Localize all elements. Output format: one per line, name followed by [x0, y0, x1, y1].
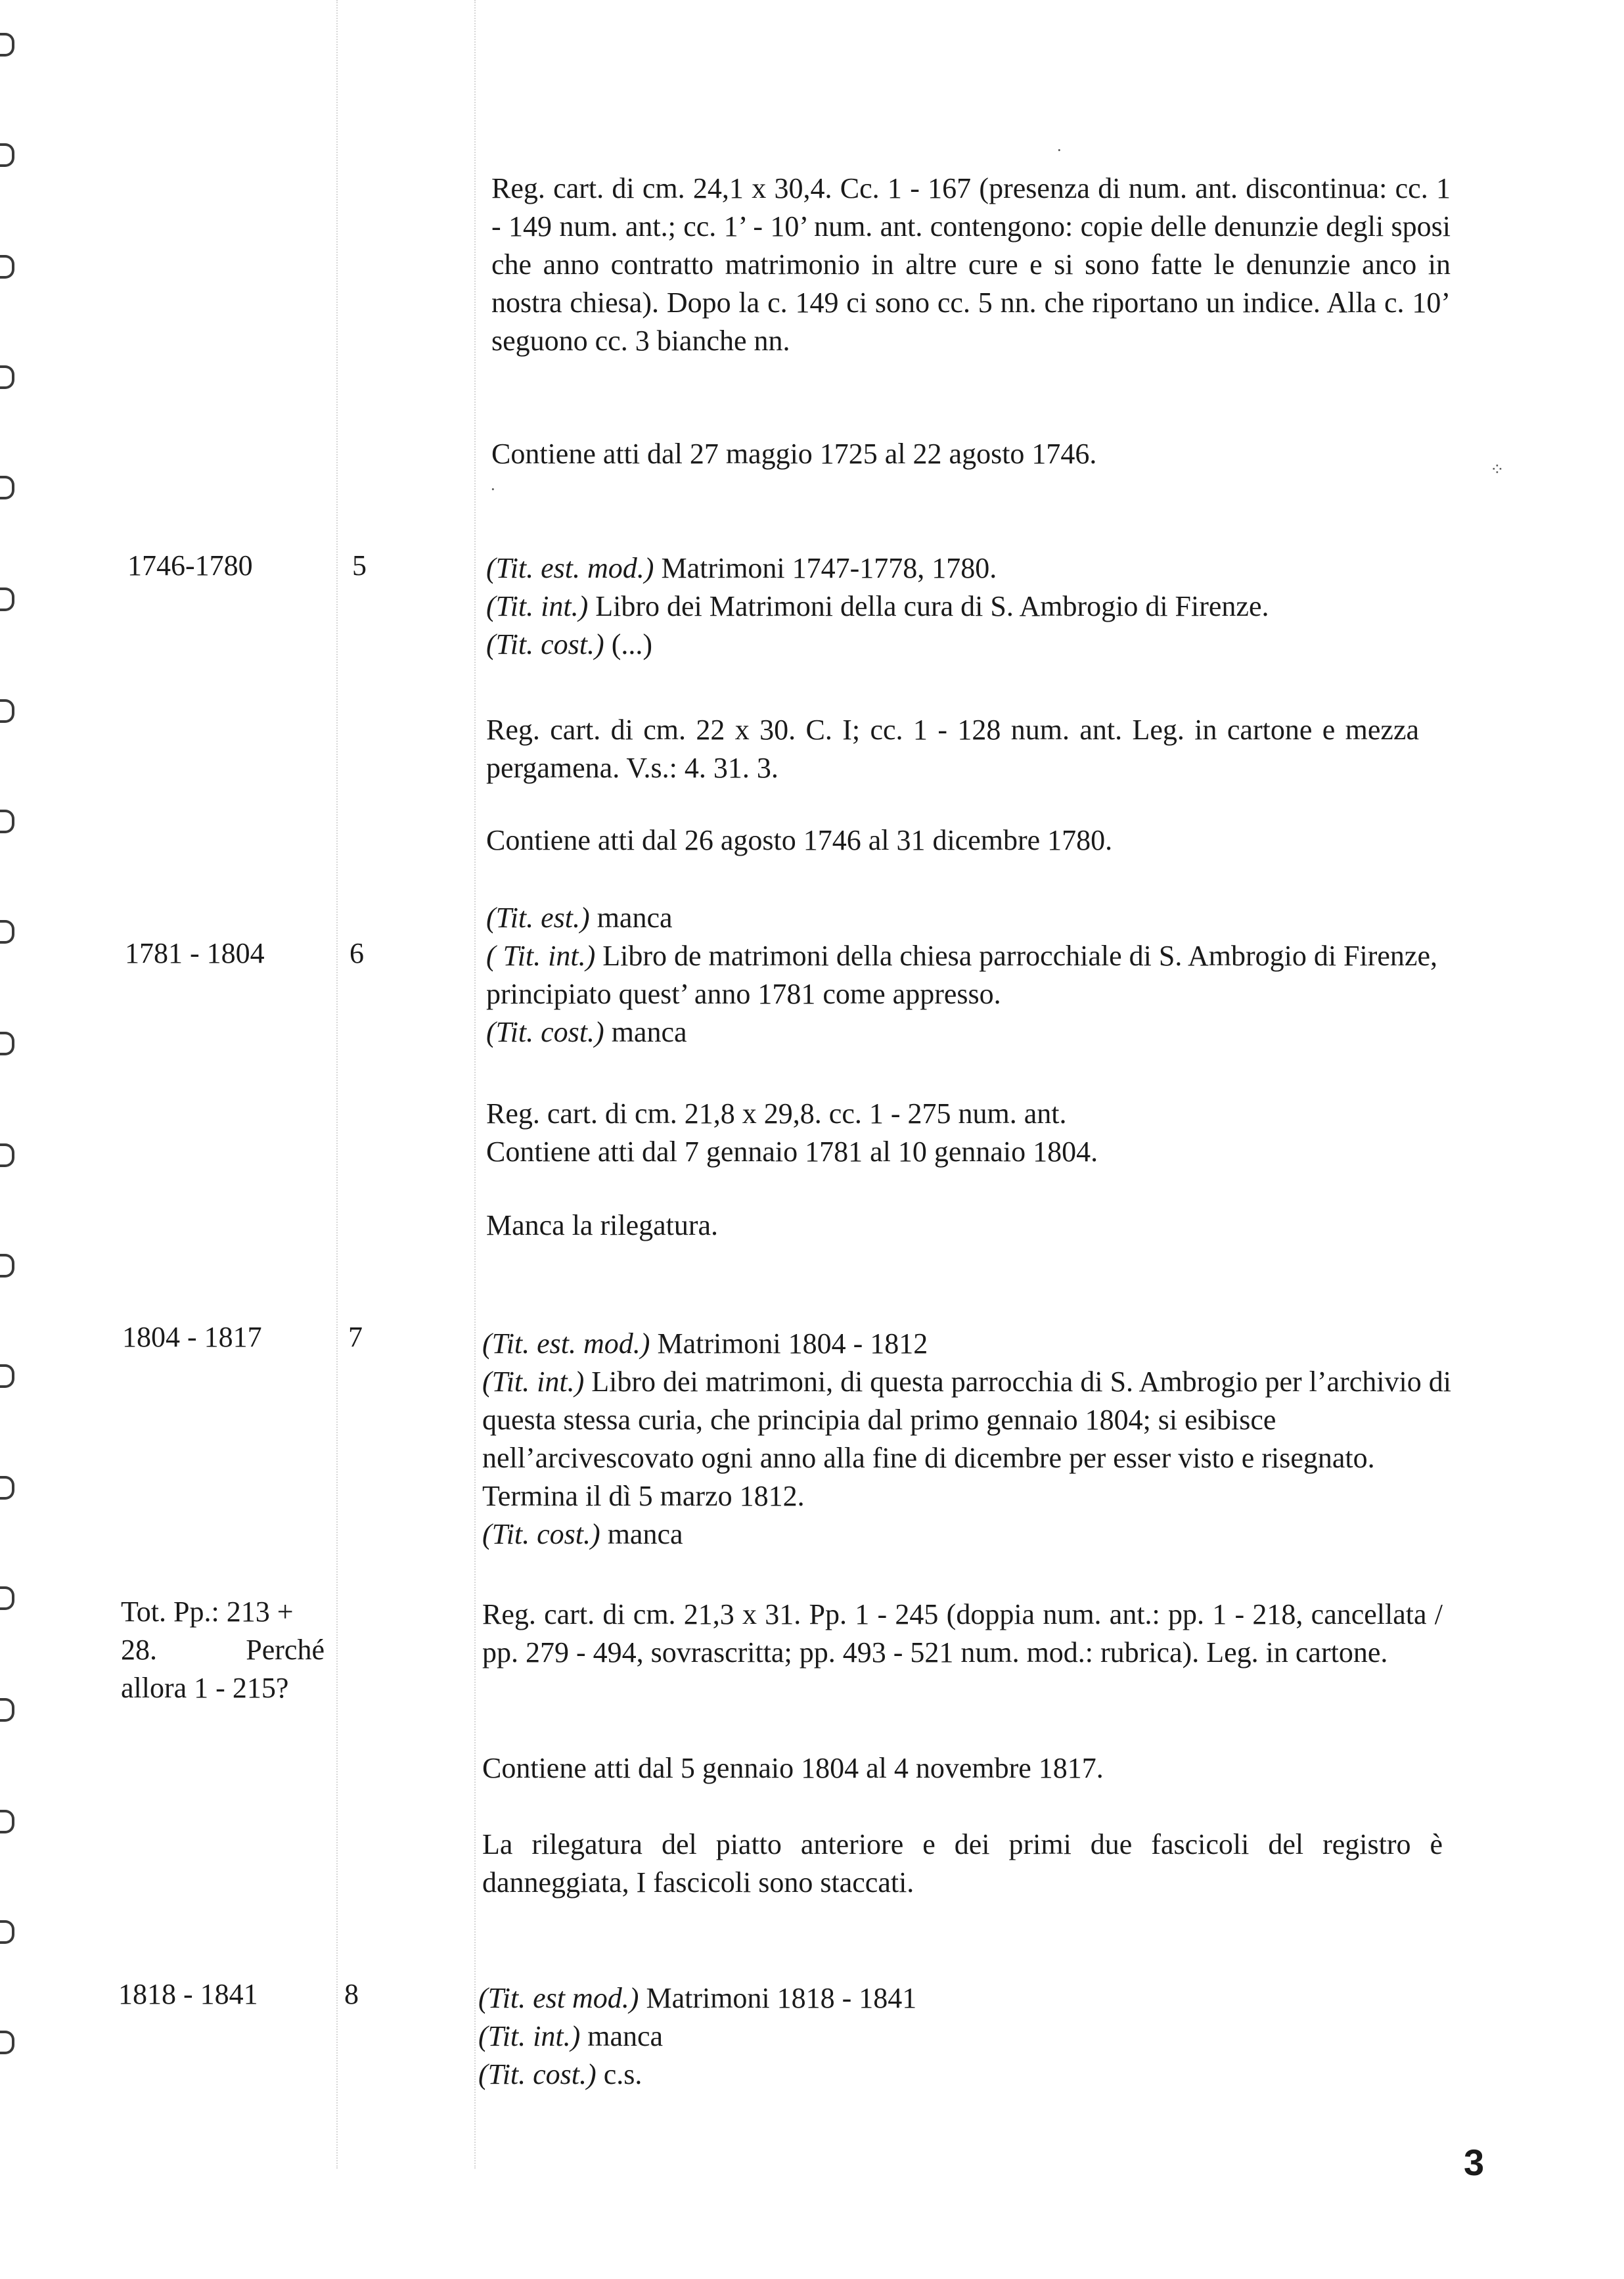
- title-label: (Tit. int.): [478, 2020, 581, 2052]
- title-internal: [486, 937, 1465, 1013]
- entry-contents: Contiene atti dal 26 agosto 1746 al 31 dicembre 1780.: [486, 824, 1113, 856]
- title-label: (Tit. est. mod.): [486, 552, 654, 584]
- title-internal: [486, 587, 1269, 626]
- title-label: (Tit. int.): [482, 1366, 585, 1398]
- margin-note-word: 28.: [121, 1634, 157, 1666]
- title-label: (Tit. cost.): [486, 1016, 604, 1048]
- title-label: (Tit. cost.): [478, 2058, 597, 2090]
- title-text: Matrimoni 1804 - 1812: [650, 1327, 928, 1360]
- entry-number: 8: [344, 1978, 359, 2010]
- entry-number: 6: [350, 937, 364, 969]
- title-label: (Tit. est mod.): [478, 1982, 639, 2014]
- binder-ring: [0, 143, 14, 167]
- title-external: [486, 899, 673, 937]
- title-cover: [482, 1515, 683, 1554]
- binder-ring: [0, 476, 14, 499]
- title-label: (Tit. int.): [486, 590, 589, 622]
- binder-ring: [0, 1810, 14, 1833]
- entry-description: Reg. cart. di cm. 24,1 x 30,4. Cc. 1 - 167 (presenza di num. ant. discontinua: cc. 1 - 149 num. ant.; cc. 1’ - 10’ num. ant. contengono: copie delle denunzie degli sposi che anno contratto matrimonio in altre cure e si sono fatte le denunzie anco in nostra chiesa). Dopo la c. 149 ci sono cc. 5 nn. che riportano un indice. Alla c. 10’ seguono cc. 3 bianche nn.: [491, 172, 1451, 357]
- title-external: [486, 549, 997, 587]
- title-text: manca: [589, 902, 673, 934]
- binder-ring: [0, 1143, 14, 1167]
- entry-years: 1781 - 1804: [125, 937, 265, 969]
- entry-contents: Contiene atti dal 5 gennaio 1804 al 4 novembre 1817.: [482, 1752, 1104, 1784]
- column-rule: [474, 0, 476, 2169]
- title-external: [482, 1325, 928, 1363]
- margin-note-line: allora 1 - 215?: [121, 1672, 289, 1704]
- title-external: [478, 1979, 916, 2017]
- title-text: Matrimoni 1747-1778, 1780.: [654, 552, 997, 584]
- title-label: (Tit. est.): [486, 902, 590, 934]
- title-cover: [486, 626, 652, 664]
- entry-number: 7: [348, 1321, 363, 1353]
- binder-ring: [0, 1920, 14, 1944]
- title-text: manca: [604, 1016, 687, 1048]
- margin-note-line: [121, 1631, 325, 1669]
- binder-ring: [0, 255, 14, 279]
- title-text: Matrimoni 1818 - 1841: [639, 1982, 917, 2014]
- title-text: manca: [600, 1518, 683, 1550]
- entry-years: 1804 - 1817: [122, 1321, 262, 1353]
- margin-note-line: Tot. Pp.: 213 +: [121, 1596, 294, 1628]
- title-cover: [486, 1013, 687, 1051]
- title-label: (Tit. cost.): [486, 628, 604, 660]
- entry-contents: Contiene atti dal 27 maggio 1725 al 22 agosto 1746.: [491, 438, 1097, 470]
- title-cover: [478, 2056, 642, 2094]
- binder-ring: [0, 587, 14, 611]
- scan-speck: ⁘: [1490, 460, 1504, 479]
- margin-note: [121, 1593, 325, 1707]
- entry-remark: Manca la rilegatura.: [486, 1209, 719, 1241]
- binder-ring: [0, 365, 14, 389]
- margin-note-word: Perché: [246, 1634, 325, 1666]
- entry-description: Reg. cart. di cm. 22 x 30. C. I; cc. 1 - 128 num. ant. Leg. in cartone e mezza pergamena. V.s.: 4. 31. 3.: [486, 714, 1419, 784]
- binder-ring: [0, 2031, 14, 2054]
- title-label: (Tit. cost.): [482, 1518, 600, 1550]
- entry-remark: La rilegatura del piatto anteriore e dei primi due fascicoli del registro è danneggiata, I fascicoli sono staccati.: [482, 1828, 1443, 1899]
- title-internal: [482, 1363, 1455, 1515]
- binder-ring: [0, 1032, 14, 1055]
- title-text: Libro dei Matrimoni della cura di S. Ambrogio di Firenze.: [588, 590, 1269, 622]
- binder-ring: [0, 1698, 14, 1722]
- binder-ring: [0, 1586, 14, 1610]
- title-text: Libro dei matrimoni, di questa parrocchia di S. Ambrogio per l’archivio di questa stessa curia, che principia dal primo gennaio 1804; si esibisce nell’arcivescovato ogni anno alla fine di dicembre per esser visto e risegnato. Termina il dì 5 marzo 1812.: [482, 1366, 1451, 1512]
- entry-years: 1746-1780: [127, 549, 253, 582]
- column-rule: [336, 0, 338, 2169]
- binder-ring: [0, 810, 14, 833]
- scan-speck: ·: [490, 480, 496, 499]
- entry-description: Reg. cart. di cm. 21,8 x 29,8. cc. 1 - 275 num. ant.: [486, 1097, 1067, 1130]
- entry-contents: Contiene atti dal 7 gennaio 1781 al 10 gennaio 1804.: [486, 1136, 1098, 1168]
- title-internal: [478, 2017, 663, 2056]
- entry-number: 5: [352, 549, 367, 582]
- binder-ring: [0, 920, 14, 944]
- title-text: c.s.: [596, 2058, 643, 2090]
- binder-ring: [0, 1476, 14, 1500]
- title-text: (...): [604, 628, 652, 660]
- title-text: manca: [580, 2020, 664, 2052]
- entry-years: 1818 - 1841: [118, 1978, 258, 2010]
- title-label: ( Tit. int.): [486, 940, 596, 972]
- entry-description: Reg. cart. di cm. 21,3 x 31. Pp. 1 - 245 (doppia num. ant.: pp. 1 - 218, cancellata / pp. 279 - 494, sovrascritta; pp. 493 - 521 num. mod.: rubrica). Leg. in cartone.: [482, 1598, 1443, 1669]
- binder-ring: [0, 33, 14, 57]
- title-label: (Tit. est. mod.): [482, 1327, 650, 1360]
- page-number: 3: [1464, 2142, 1485, 2183]
- binder-ring: [0, 1254, 14, 1278]
- title-text: Libro de matrimoni della chiesa parrocchiale di S. Ambrogio di Firenze, principiato quest’ anno 1781 come appresso.: [486, 940, 1437, 1010]
- scan-speck: ·: [1056, 141, 1062, 160]
- binder-ring: [0, 699, 14, 723]
- binder-ring: [0, 1364, 14, 1388]
